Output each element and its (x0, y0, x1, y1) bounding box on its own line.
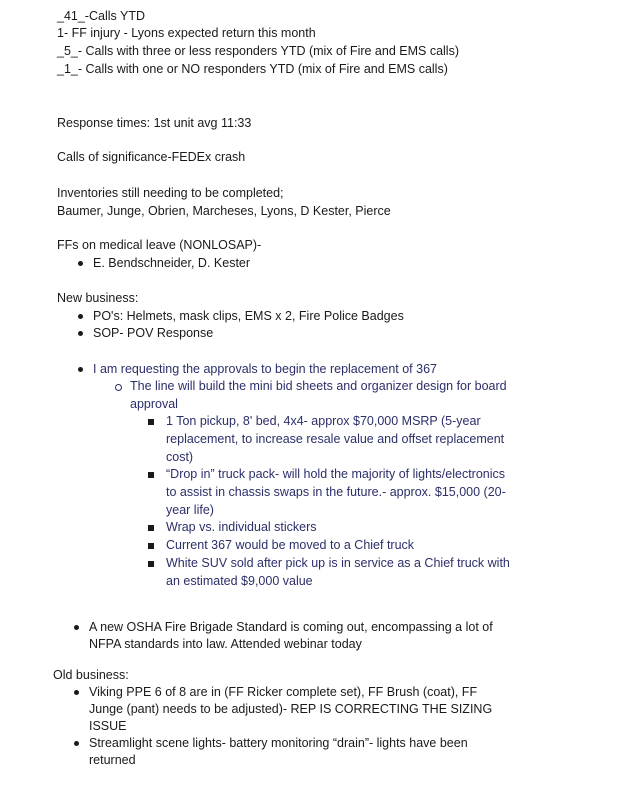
detail-2-line3: year life) (166, 503, 214, 517)
detail-5-line1: White SUV sold after pick up is in service as a Chief truck with (166, 556, 510, 570)
medical-leave-item: E. Bendschneider, D. Kester (93, 256, 251, 270)
new-business-item-sop: SOP- POV Response (93, 326, 214, 340)
bullet-icon (78, 367, 83, 372)
old-item-1-line1: Viking PPE 6 of 8 are in (FF Ricker complete set), FF Brush (coat), FF (89, 685, 478, 699)
detail-1-line3: cost) (166, 450, 194, 464)
square-bullet-icon (148, 419, 154, 425)
square-bullet-icon (148, 543, 154, 549)
circle-bullet-icon (115, 384, 122, 391)
square-bullet-icon (148, 561, 154, 567)
calls-of-significance: Calls of significance-FEDEx crash (57, 150, 246, 164)
detail-5-line2: an estimated $9,000 value (166, 574, 313, 588)
bullet-icon (74, 625, 79, 630)
bullet-icon (74, 741, 79, 746)
bullet-icon (78, 314, 83, 319)
square-bullet-icon (148, 472, 154, 478)
medical-leave-heading: FFs on medical leave (NONLOSAP)- (57, 238, 262, 252)
bullet-icon (74, 690, 79, 695)
old-item-1-line2: Junge (pant) needs to be adjusted)- REP IS CORRECTING THE SIZING (89, 702, 493, 716)
osha-line2: NFPA standards into law. Attended webinar today (89, 637, 362, 651)
inventories-names: Baumer, Junge, Obrien, Marcheses, Lyons, D Kester, Pierce (57, 204, 391, 218)
osha-line1: A new OSHA Fire Brigade Standard is coming out, encompassing a lot of (89, 620, 493, 634)
detail-2-line1: “Drop in” truck pack- will hold the majority of lights/electronics (166, 467, 506, 481)
response-times: Response times: 1st unit avg 11:33 (57, 116, 252, 130)
replacement-sub-line1: The line will build the mini bid sheets and organizer design for board (130, 379, 507, 393)
replacement-sub-line2: approval (130, 397, 178, 411)
inventories-heading: Inventories still needing to be completed; (57, 186, 284, 200)
old-item-2-line1: Streamlight scene lights- battery monitoring “drain”- lights have been (89, 736, 468, 750)
detail-1-line2: replacement, to increase resale value and offset replacement (166, 432, 505, 446)
calls-one-or-none: _1_- Calls with one or NO responders YTD (mix of Fire and EMS calls) (57, 62, 448, 76)
detail-3-line1: Wrap vs. individual stickers (166, 520, 317, 534)
square-bullet-icon (148, 525, 154, 531)
new-business-item-po: PO's: Helmets, mask clips, EMS x 2, Fire Police Badges (93, 309, 404, 323)
calls-ytd: _41_-Calls YTD (57, 9, 146, 23)
replacement-request: I am requesting the approvals to begin the replacement of 367 (93, 362, 437, 376)
old-item-1-line3: ISSUE (89, 719, 127, 733)
detail-4-line1: Current 367 would be moved to a Chief truck (166, 538, 415, 552)
ff-injury: 1- FF injury - Lyons expected return this month (57, 26, 316, 40)
old-item-2-line2: returned (89, 753, 136, 767)
old-business-heading: Old business: (53, 668, 129, 682)
detail-1-line1: 1 Ton pickup, 8' bed, 4x4- approx $70,000 MSRP (5-year (166, 414, 481, 428)
new-business-heading: New business: (57, 291, 139, 305)
detail-2-line2: to assist in chassis swaps in the future.- approx. $15,000 (20- (166, 485, 506, 499)
calls-three-or-less: _5_- Calls with three or less responders YTD (mix of Fire and EMS calls) (57, 44, 459, 58)
bullet-icon (78, 331, 83, 336)
bullet-icon (78, 261, 83, 266)
